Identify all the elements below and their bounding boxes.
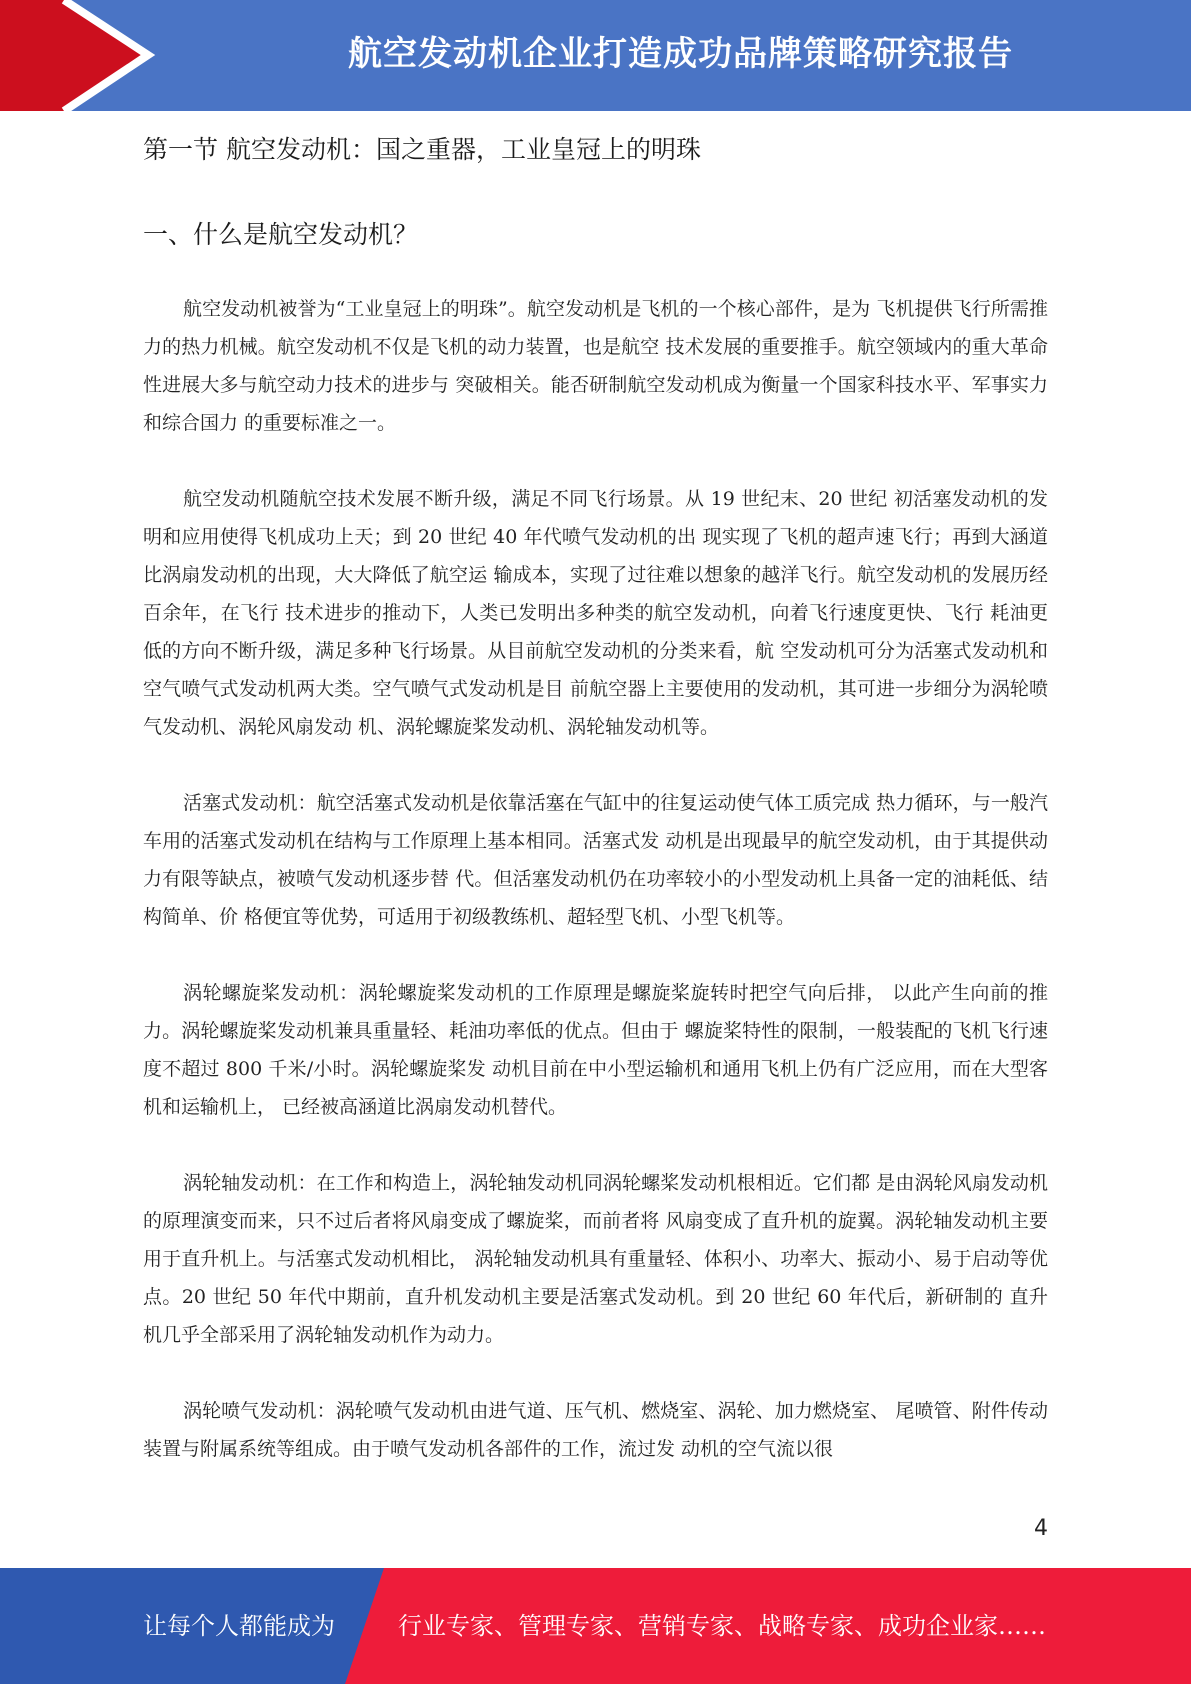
paragraph-piston-engine: 活塞式发动机：航空活塞式发动机是依靠活塞在气缸中的往复运动使气体工质完成 热力循环，与一般汽车用的活塞式发动机在结构与工作原理上基本相同。活塞式发 动机是出现最早的航空发动机，由于其提供动力有限等缺点，被喷气发动机逐步替 代。但活塞发动机仍在功率较小的小型发动机上具备一定的油耗低、结构简单、价 格便宜等优势，可适用于初级教练机、超轻型飞机、小型飞机等。 [143,792,1048,928]
header-banner [0,0,1191,111]
footer-slogan-left: 让每个人都能成为 [143,1612,335,1640]
paragraph-turbojet: 涡轮喷气发动机：涡轮喷气发动机由进气道、压气机、燃烧室、涡轮、加力燃烧室、 尾喷管、附件传动装置与附属系统等组成。由于喷气发动机各部件的工作，流过发 动机的空气流以很 [143,1400,1048,1460]
body-content [143,290,1048,1506]
footer-slogan-right: 行业专家、管理专家、营销专家、战略专家、成功企业家…… [398,1612,1046,1640]
paragraph-turboprop: 涡轮螺旋桨发动机：涡轮螺旋桨发动机的工作原理是螺旋桨旋转时把空气向后排， 以此产生向前的推力。涡轮螺旋桨发动机兼具重量轻、耗油功率低的优点。但由于 螺旋桨特性的限制，一般装配的飞机飞行速度不超过 800 千米/小时。涡轮螺旋桨发 动机目前在中小型运输机和通用飞机上仍有广泛应用，而在大型客机和运输机上， 已经被高涵道比涡扇发动机替代。 [143,982,1048,1118]
section-title: 第一节 航空发动机：国之重器，工业皇冠上的明珠 [143,135,701,164]
paragraph-history: 航空发动机随航空技术发展不断升级，满足不同飞行场景。从 19 世纪末、20 世纪 初活塞发动机的发明和应用使得飞机成功上天；到 20 世纪 40 年代喷气发动机的出 现实现了飞机的超声速飞行；再到大涵道比涡扇发动机的出现，大大降低了航空运 输成本，实现了过往难以想象的越洋飞行。航空发动机的发展历经百余年，在飞行 技术进步的推动下，人类已发明出多种类的航空发动机，向着飞行速度更快、飞行 耗油更低的方向不断升级，满足多种飞行场景。从目前航空发动机的分类来看，航 空发动机可分为活塞式发动机和空气喷气式发动机两大类。空气喷气式发动机是目 前航空器上主要使用的发动机，其可进一步细分为涡轮喷气发动机、涡轮风扇发动 机、涡轮螺旋桨发动机、涡轮轴发动机等。 [143,488,1048,738]
paragraph-turboshaft: 涡轮轴发动机：在工作和构造上，涡轮轴发动机同涡轮螺桨发动机根相近。它们都 是由涡轮风扇发动机的原理演变而来，只不过后者将风扇变成了螺旋桨，而前者将 风扇变成了直升机的旋翼。涡轮轴发动机主要用于直升机上。与活塞式发动机相比， 涡轮轴发动机具有重量轻、体积小、功率大、振动小、易于启动等优点。20 世纪 50 年代中期前，直升机发动机主要是活塞式发动机。到 20 世纪 60 年代后，新研制的 直升机几乎全部采用了涡轮轴发动机作为动力。 [143,1172,1048,1346]
paragraph-intro: 航空发动机被誉为“工业皇冠上的明珠”。航空发动机是飞机的一个核心部件，是为 飞机提供飞行所需推力的热力机械。航空发动机不仅是飞机的动力装置，也是航空 技术发展的重要推手。航空领域内的重大革命性进展大多与航空动力技术的进步与 突破相关。能否研制航空发动机成为衡量一个国家科技水平、军事实力和综合国力 的重要标准之一。 [143,298,1048,434]
subsection-title: 一、什么是航空发动机？ [143,220,419,249]
report-title: 航空发动机企业打造成功品牌策略研究报告 [348,34,1013,74]
footer-banner [0,1568,1191,1684]
page-number: 4 [1034,1516,1048,1541]
